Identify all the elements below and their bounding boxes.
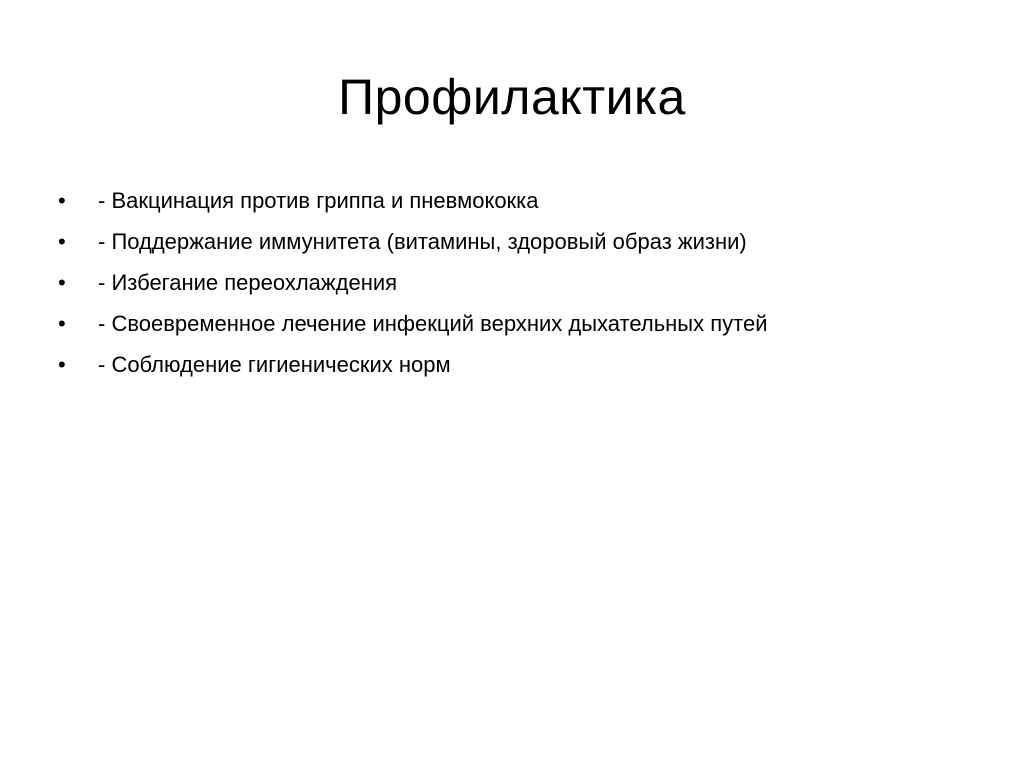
list-item-text: - Избегание переохлаждения bbox=[98, 270, 398, 295]
bullet-icon: • bbox=[58, 352, 66, 377]
bullet-icon: • bbox=[58, 270, 66, 295]
list-item-text: - Поддержание иммунитета (витамины, здоровый образ жизни) bbox=[98, 229, 747, 254]
list-item-text: - Вакцинация против гриппа и пневмококка bbox=[98, 188, 539, 213]
slide-title: Профилактика bbox=[338, 69, 686, 125]
list-item bbox=[58, 303, 988, 344]
bullet-icon: • bbox=[58, 229, 66, 254]
bullet-icon: • bbox=[58, 188, 66, 213]
list-item bbox=[58, 221, 988, 262]
bullet-icon: • bbox=[58, 311, 66, 336]
list-item bbox=[58, 262, 988, 303]
bullet-list bbox=[58, 180, 988, 385]
list-item bbox=[58, 180, 988, 221]
list-item-text: - Своевременное лечение инфекций верхних дыхательных путей bbox=[98, 311, 768, 336]
list-item-text: - Соблюдение гигиенических норм bbox=[98, 352, 451, 377]
list-item bbox=[58, 344, 988, 385]
